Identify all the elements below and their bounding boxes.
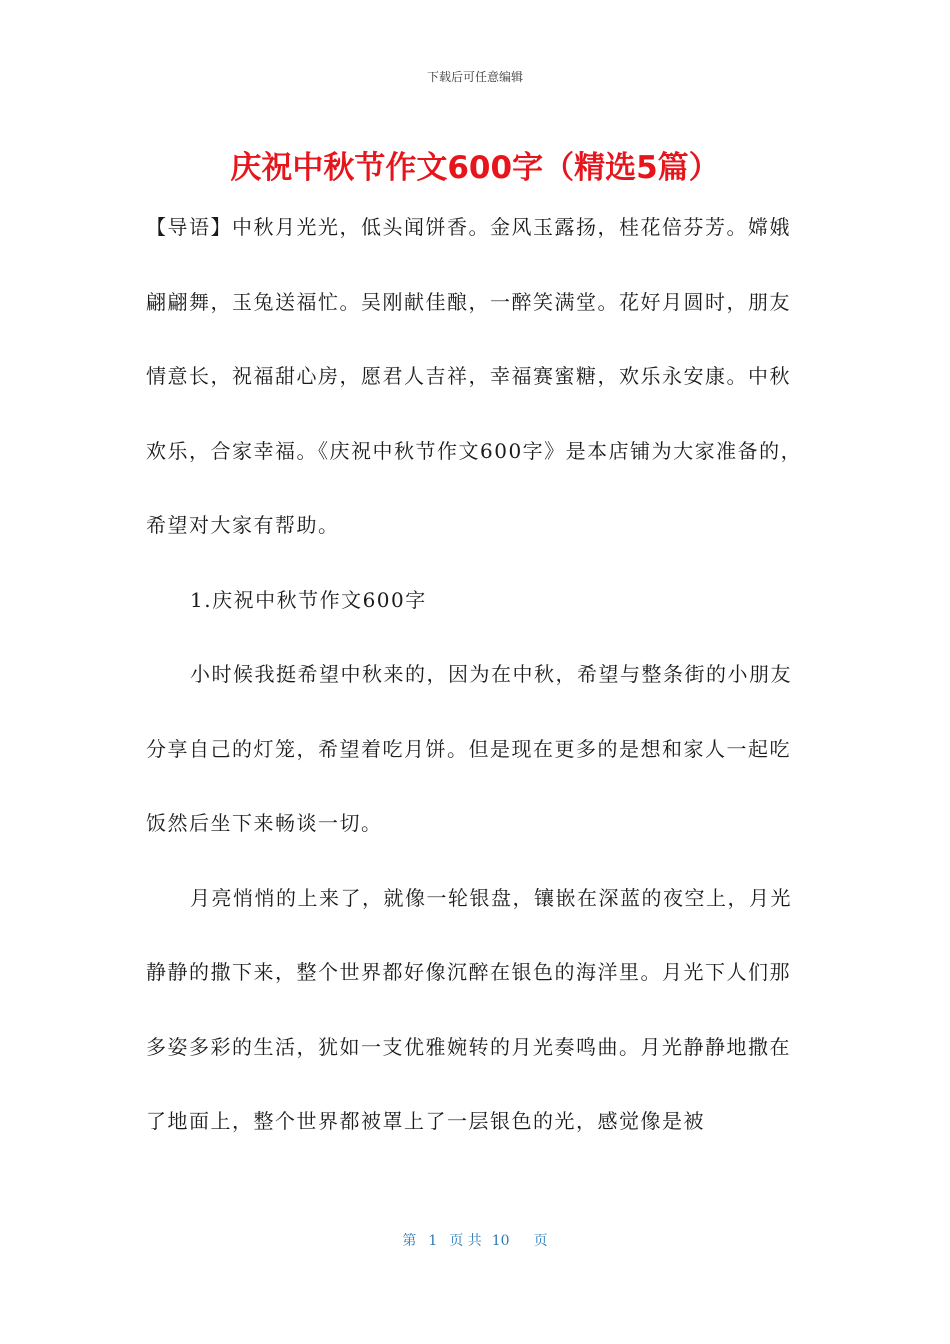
- footer-label-of: 页 共: [449, 1233, 482, 1249]
- footer-total-pages: 10: [491, 1233, 510, 1249]
- header-note: 下载后可任意编辑: [426, 70, 523, 84]
- footer-label-page: 第: [402, 1233, 417, 1249]
- document-title: 庆祝中秋节作文600字（精选5篇）: [230, 150, 720, 186]
- document-body: [146, 190, 806, 1159]
- footer-current-page: 1: [428, 1233, 438, 1249]
- intro-paragraph: 【导语】中秋月光光，低头闻饼香。金风玉露扬，桂花倍芬芳。嫦娥翩翩舞，玉兔送福忙。吴刚献佳酿，一醉笑满堂。花好月圆时，朋友情意长，祝福甜心房，愿君人吉祥，幸福赛蜜糖，欢乐永安康。中秋欢乐，合家幸福。《庆祝中秋节作文600字》是本店铺为大家准备的，希望对大家有帮助。: [146, 215, 803, 537]
- body-paragraph: 月亮悄悄的上来了，就像一轮银盘，镶嵌在深蓝的夜空上，月光静静的撒下来，整个世界都好像沉醉在银色的海洋里。月光下人们那多姿多彩的生活，犹如一支优雅婉转的月光奏鸣曲。月光静静地撒在了地面上，整个世界都被罩上了一层银色的光，感觉像是被: [146, 885, 792, 1133]
- page-footer: [0, 1230, 950, 1250]
- body-paragraph: 小时候我挺希望中秋来的，因为在中秋，希望与整条街的小朋友分享自己的灯笼，希望着吃月饼。但是现在更多的是想和家人一起吃饭然后坐下来畅谈一切。: [146, 662, 792, 835]
- footer-label-end: 页: [533, 1233, 548, 1249]
- section-heading: 1.庆祝中秋节作文600字: [190, 587, 427, 612]
